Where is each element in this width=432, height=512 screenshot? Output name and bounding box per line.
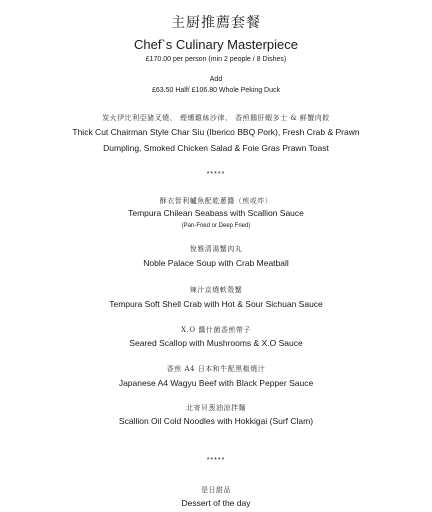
starter-english-line-2: Dumpling, Smoked Chicken Salad & Foie Gras Prawn Toast xyxy=(103,143,329,153)
starter-chinese: 炭火伊比利亞豬叉燒、 煙燻雞絲沙律、 香煎鵝肝蝦多士 & 鮮蟹肉餃 xyxy=(102,114,330,122)
menu-title-english: Chef`s Culinary Masterpiece xyxy=(133,37,298,52)
dish-5-english: Japanese A4 Wagyu Beef with Black Pepper Sauce xyxy=(118,378,314,388)
menu-title-chinese: 主厨推薦套餐 xyxy=(171,15,261,31)
dish-2-chinese: 悅雅清湯蟹肉丸 xyxy=(189,245,243,253)
dish-3-chinese: 辣汁京燒軟殼蟹 xyxy=(189,286,243,294)
dish-6-chinese: 北寄貝葱油涼拌麵 xyxy=(186,404,246,412)
dish-1-english: Tempura Chilean Seabass with Scallion Sauce xyxy=(128,208,304,218)
section-separator: ***** xyxy=(206,457,226,464)
add-label: Add xyxy=(209,76,223,83)
starter-english-line-1: Thick Cut Chairman Style Char Siu (Iberico BBQ Pork), Fresh Crab & Prawn xyxy=(72,127,360,137)
dish-1-note: (Pan-Fried or Deep Fried) xyxy=(181,223,251,229)
menu-price: £170.00 per person (min 2 people / 8 Dishes) xyxy=(145,56,287,63)
dish-4-english: Seared Scallop with Mushrooms & X.O Sauce xyxy=(129,338,303,348)
section-separator: ***** xyxy=(206,171,226,178)
dessert-chinese: 是日甜品 xyxy=(201,486,231,494)
dish-3-english: Tempura Soft Shell Crab with Hot & Sour Sichuan Sauce xyxy=(109,299,323,309)
dish-6-english: Scallion Oil Cold Noodles with Hokkigai (Surf Clam) xyxy=(118,416,314,426)
dish-5-chinese: 香煎 A4 日本和牛配黑椒燒汁 xyxy=(166,365,266,373)
dessert-english: Dessert of the day xyxy=(181,498,251,508)
dish-2-english: Noble Palace Soup with Crab Meatball xyxy=(143,258,289,268)
add-peking-duck-price: £63.50 Half/ £106.80 Whole Peking Duck xyxy=(151,87,281,94)
dish-1-chinese: 酥衣智利鱸魚配乾蔥醬（煎或炸） xyxy=(159,197,273,205)
dish-4-chinese: X.O 醬什菌香煎帶子 xyxy=(181,326,251,334)
